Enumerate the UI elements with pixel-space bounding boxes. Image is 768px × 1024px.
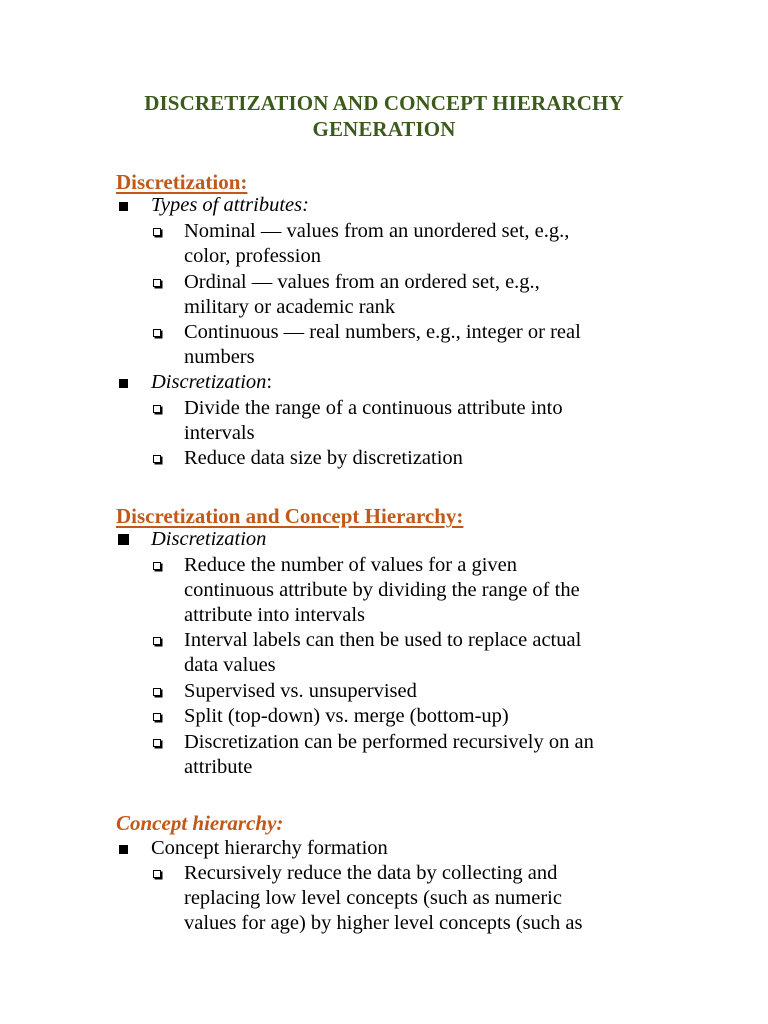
formation-label: Concept hierarchy formation [151,837,388,859]
checkbox-bullet-icon [153,228,161,236]
checkbox-bullet-icon [153,329,161,337]
s2-item4: Split (top-down) vs. merge (bottom-up) [184,705,509,727]
discretization-label [151,370,272,395]
s2-item1-line2: continuous attribute by dividing the range of the [184,579,580,601]
document-title-line1: DISCRETIZATION AND CONCEPT HIERARCHY [144,91,624,115]
s3-item1-line2: replacing low level concepts (such as numeric [184,887,562,909]
checkbox-bullet-icon [153,870,161,878]
s2-item2-line1: Interval labels can then be used to replace actual [184,629,582,651]
discretization-label-text: Discretization [151,371,267,393]
checkbox-bullet-icon [153,279,161,287]
divide-line-2: intervals [184,422,255,444]
section-heading-concept-hierarchy-formation: Concept hierarchy: [116,811,284,835]
s3-item1-line3: values for age) by higher level concepts (such as [184,912,583,934]
s2-item5-line2: attribute [184,756,253,778]
checkbox-bullet-icon [153,688,161,696]
document-title-line2: GENERATION [312,117,456,141]
square-bullet-icon [119,202,128,211]
types-of-attributes-label: Types of attributes: [151,194,309,216]
s3-item1-line1: Recursively reduce the data by collecting and [184,862,558,884]
ordinal-line-1: Ordinal — values from an ordered set, e.g., [184,271,540,293]
ordinal-line-2: military or academic rank [184,296,396,318]
checkbox-bullet-icon [153,562,161,570]
checkbox-bullet-icon [153,739,161,747]
s2-item5-line1: Discretization can be performed recursively on an [184,731,594,753]
square-bullet-icon [119,379,128,388]
divide-line-1: Divide the range of a continuous attribute into [184,397,563,419]
continuous-line-1: Continuous — real numbers, e.g., integer or real [184,321,581,343]
checkbox-bullet-icon [153,455,161,463]
checkbox-bullet-icon [153,405,161,413]
square-bullet-icon [118,534,129,545]
continuous-line-2: numbers [184,346,255,368]
s2-item1-line3: attribute into intervals [184,604,366,626]
section-heading-concept-hierarchy: Discretization and Concept Hierarchy: [116,504,464,528]
s2-item2-line2: data values [184,654,276,676]
nominal-line-1: Nominal — values from an unordered set, e.g., [184,220,570,242]
square-bullet-icon [119,845,128,854]
discretization-label-colon: : [266,371,273,393]
s2-item1-line1: Reduce the number of values for a given [184,554,518,576]
nominal-line-2: color, profession [184,245,321,267]
reduce-data-line: Reduce data size by discretization [184,447,463,469]
checkbox-bullet-icon [153,713,161,721]
section-heading-discretization: Discretization: [116,170,248,194]
checkbox-bullet-icon [153,637,161,645]
discretization-sub-label: Discretization [151,528,267,550]
s2-item3: Supervised vs. unsupervised [184,680,417,702]
